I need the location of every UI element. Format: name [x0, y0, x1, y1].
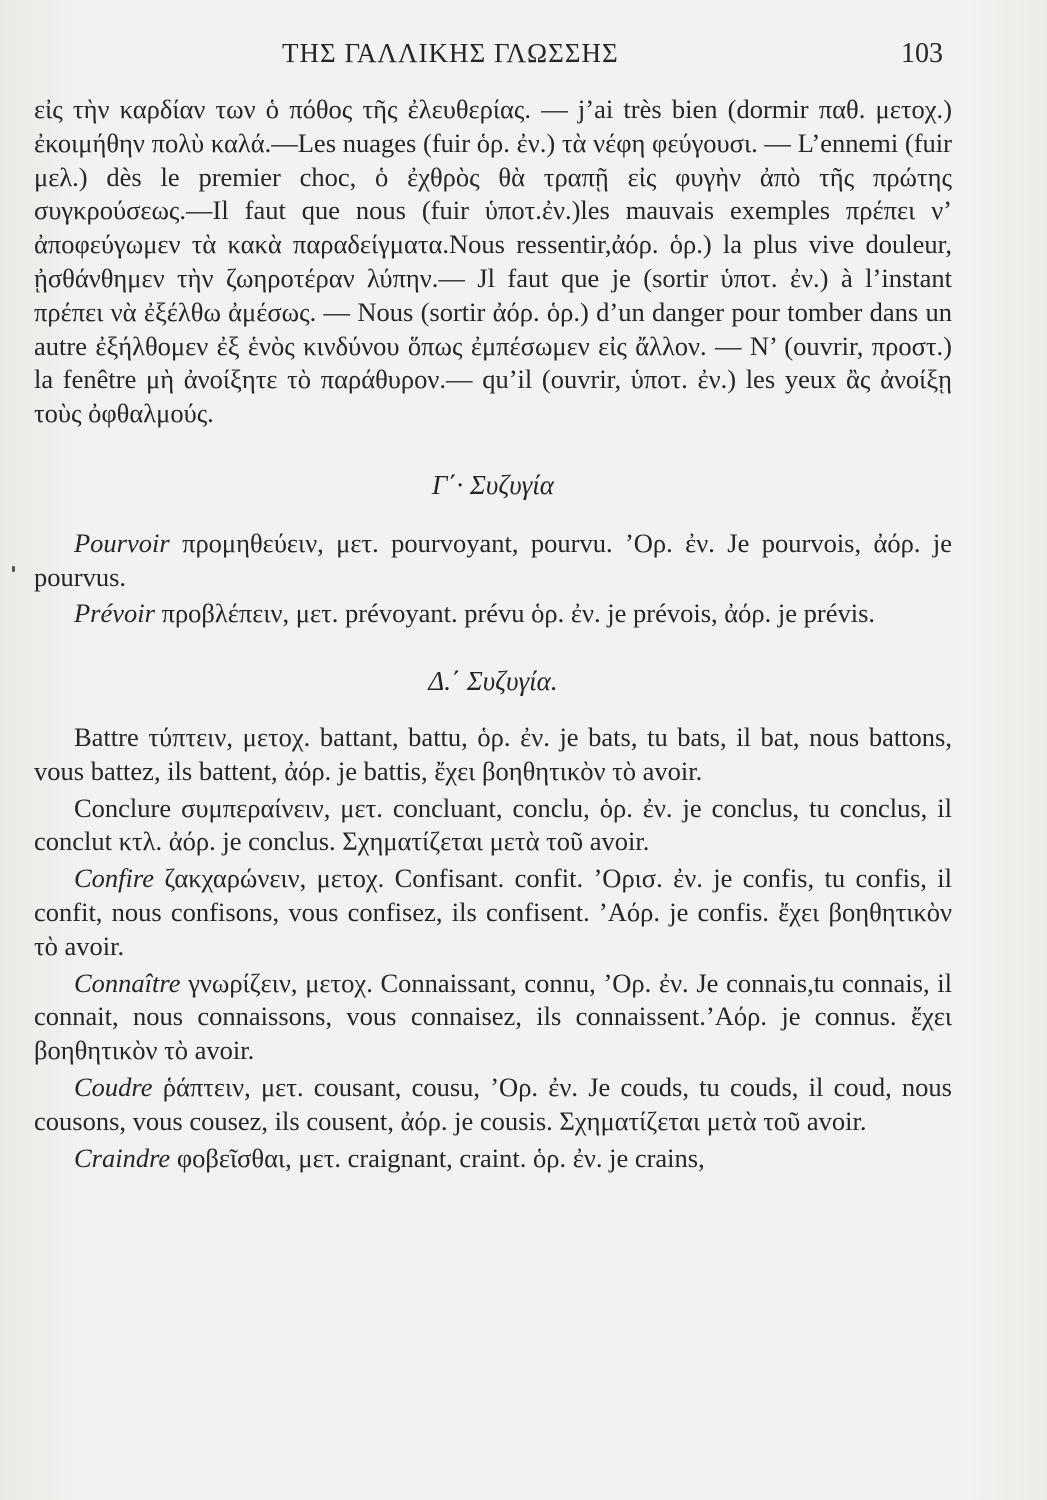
- entry-conclure: [34, 792, 952, 860]
- page-header: [0, 38, 1047, 74]
- entry-text: φοβεῖσθαι, μετ. craignant, craint. ὁρ. ἐν. je crains,: [170, 1142, 705, 1173]
- entry-term: Pourvoir: [74, 527, 170, 558]
- entry-connaitre: [34, 967, 952, 1068]
- entry-text: Conclure συμπεραίνειν, μετ. concluant, conclu, ὁρ. ἐν. je conclus, tu conclus, il conclut κτλ. ἀόρ. je conclus. Σχηματίζεται μετὰ τοῦ avoir.: [34, 792, 952, 857]
- page-number: 103: [901, 38, 943, 69]
- entry-term: Confire: [74, 863, 154, 894]
- entry-term: Prévoir: [74, 598, 155, 629]
- margin-mark: [12, 566, 15, 572]
- section-heading-gamma: Γ΄· Συζυγία: [432, 469, 554, 500]
- running-title: ΤΗΣ ΓΑΛΛΙΚΗΣ ΓΛΩΣΣΗΣ: [282, 38, 619, 68]
- intro-paragraph: εἰς τὴν καρδίαν των ὁ πόθος τῆς ἐλευθερίας. — j’ai très bien (dormir παθ. μετοχ.) ἐκοιμήθην πολὺ καλά.—Les nuages (fuir ὁρ. ἐν.) τὰ νέφη φεύγουσι. — L’ennemi (fuir μελ.) dès le premier choc, ὁ ἐχθρὸς θὰ τραπῇ εἰς φυγὴν ἀπὸ τῆς πρώτης συγκρούσεως.—Il faut que nous (fuir ὑποτ.ἐν.)les mauvais exemples πρέπει ν’ ἀποφεύγωμεν τὰ κακὰ παραδείγματα.Nous ressentir,ἀόρ. ὁρ.) la plus vive douleur, ᾐσθάνθημεν τὴν ζωηροτέραν λύπην.— Jl faut que je (sortir ὑποτ. ἐν.) à l’instant πρέπει νὰ ἐξέλθω ἀμέσως. — Nous (sortir ἀόρ. ὁρ.) d’un danger pour tomber dans un autre ἐξήλθομεν ἐξ ἑνὸς κινδύνου ὅπως ἐμπέσωμεν εἰς ἄλλον. — N’ (ouvrir, προστ.) la fenêtre μὴ ἀνοίξητε τὸ παράθυρον.— qu’il (ouvrir, ὑποτ. ἐν.) les yeux ἂς ἀνοίξῃ τοὺς ὀφθαλμούς.: [34, 94, 952, 429]
- entry-term: Craindre: [74, 1142, 171, 1173]
- entry-craindre: [34, 1142, 952, 1176]
- entry-text: ζακχαρώνειν, μετοχ. Confisant. confit. ’Ορισ. ἐν. je confis, tu confis, il confit, nous confisons, vous confisez, ils confisent. ’Αόρ. je confis. ἔχει βοηθητικὸν τὸ avoir.: [34, 863, 952, 961]
- entry-text: γνωρίζειν, μετοχ. Connaissant, connu, ’Ορ. ἐν. Je connais,tu connais, il connait, nous connaissons, vous connaisez, ils connaissent.’Αόρ. je connus. ἔχει βοηθητικὸν τὸ avoir.: [34, 967, 952, 1066]
- entry-prevoir: [34, 597, 952, 631]
- entry-term: Connaître: [74, 967, 181, 998]
- entry-text: προβλέπειν, μετ. prévoyant. prévu ὁρ. ἐν. je prévois, ἀόρ. je prévis.: [154, 598, 876, 629]
- entry-battre: [34, 721, 952, 789]
- entry-term: Coudre: [74, 1071, 153, 1102]
- body-text: [34, 93, 952, 1178]
- entry-confire: [34, 862, 952, 963]
- entry-text: προμηθεύειν, μετ. pourvoyant, pourvu. ’Ορ. ἐν. Je pourvois, ἀόρ. je pourvus.: [34, 527, 952, 592]
- entry-pourvoir: [34, 527, 952, 595]
- entry-text: ῥάπτειν, μετ. cousant, cousu, ’Ορ. ἐν. Je couds, tu couds, il coud, nous cousons, vous cousez, ils cousent, ἀόρ. je cousis. Σχηματίζεται μετὰ τοῦ avoir.: [34, 1071, 952, 1136]
- section-heading-delta: Δ.΄ Συζυγία.: [428, 666, 558, 697]
- entry-text: Battre τύπτειν, μετοχ. battant, battu, ὁρ. ἐν. je bats, tu bats, il bat, nous battons, vous battez, ils battent, ἀόρ. je battis, ἔχει βοηθητικὸν τὸ avoir.: [34, 721, 952, 786]
- entry-coudre: [34, 1071, 952, 1139]
